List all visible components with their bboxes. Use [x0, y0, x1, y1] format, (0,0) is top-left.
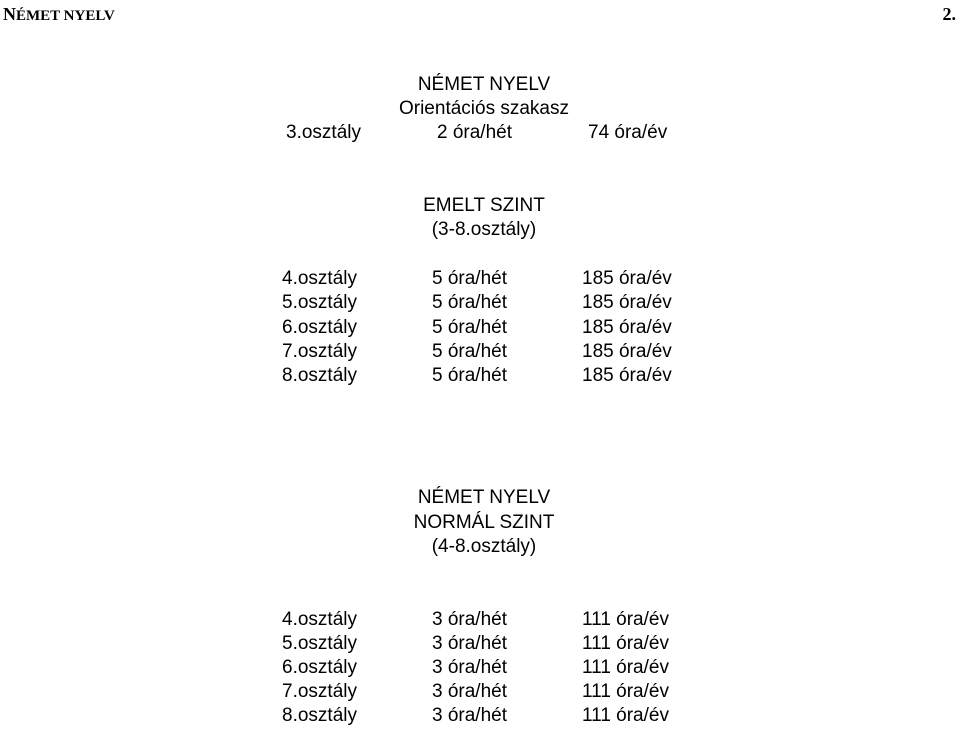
yearly-hours-cell: 185 óra/év — [582, 317, 672, 338]
weekly-hours-cell: 3 óra/hét — [432, 609, 507, 630]
normal-title: NÉMET NYELV — [417, 487, 551, 508]
grade-cell: 7.osztály — [282, 681, 357, 702]
weekly-hours-cell: 5 óra/hét — [432, 365, 507, 386]
yearly-hours-cell: 111 óra/év — [582, 681, 669, 702]
weekly-hours-cell: 5 óra/hét — [432, 341, 507, 362]
normal-row — [0, 632, 960, 656]
grade-cell: 3.osztály — [286, 122, 361, 143]
yearly-hours-cell: 185 óra/év — [582, 268, 672, 289]
weekly-hours-cell: 3 óra/hét — [432, 657, 507, 678]
advanced-row — [0, 267, 960, 291]
normal-row — [0, 680, 960, 704]
yearly-hours-cell: 111 óra/év — [582, 633, 669, 654]
yearly-hours-cell: 111 óra/év — [582, 609, 669, 630]
yearly-hours-cell: 185 óra/év — [582, 365, 672, 386]
normal-row — [0, 704, 960, 728]
orientation-title: NÉMET NYELV — [417, 74, 551, 95]
grade-cell: 4.osztály — [282, 268, 357, 289]
yearly-hours-cell: 111 óra/év — [582, 705, 669, 726]
advanced-row — [0, 340, 960, 364]
orientation-row — [0, 121, 960, 145]
yearly-hours-cell: 111 óra/év — [582, 657, 669, 678]
page-number: 2. — [942, 4, 956, 24]
weekly-hours-cell: 3 óra/hét — [432, 705, 507, 726]
normal-row — [0, 656, 960, 680]
advanced-title: EMELT SZINT — [423, 195, 545, 216]
header-subject-initial: N — [3, 4, 16, 24]
orientation-subtitle: Orientációs szakasz — [398, 98, 569, 119]
weekly-hours-cell: 5 óra/hét — [432, 317, 507, 338]
grade-cell: 8.osztály — [282, 365, 357, 386]
header-subject-rest: ÉMET NYELV — [16, 8, 115, 24]
normal-row — [0, 608, 960, 632]
advanced-row — [0, 364, 960, 388]
normal-subtitle: NORMÁL SZINT — [413, 512, 555, 533]
grade-cell: 5.osztály — [282, 292, 357, 313]
yearly-hours-cell: 185 óra/év — [582, 292, 672, 313]
page-header-subject — [3, 3, 115, 27]
weekly-hours-cell: 2 óra/hét — [437, 122, 512, 143]
yearly-hours-cell: 185 óra/év — [582, 341, 672, 362]
grade-cell: 6.osztály — [282, 317, 357, 338]
grade-cell: 5.osztály — [282, 633, 357, 654]
grade-cell: 8.osztály — [282, 705, 357, 726]
advanced-row — [0, 316, 960, 340]
yearly-hours-cell: 74 óra/év — [588, 122, 668, 143]
weekly-hours-cell: 3 óra/hét — [432, 633, 507, 654]
weekly-hours-cell: 3 óra/hét — [432, 681, 507, 702]
weekly-hours-cell: 5 óra/hét — [432, 292, 507, 313]
advanced-range: (3-8.osztály) — [431, 219, 537, 240]
weekly-hours-cell: 5 óra/hét — [432, 268, 507, 289]
grade-cell: 6.osztály — [282, 657, 357, 678]
normal-range: (4-8.osztály) — [431, 536, 537, 557]
grade-cell: 7.osztály — [282, 341, 357, 362]
grade-cell: 4.osztály — [282, 609, 357, 630]
advanced-row — [0, 291, 960, 315]
